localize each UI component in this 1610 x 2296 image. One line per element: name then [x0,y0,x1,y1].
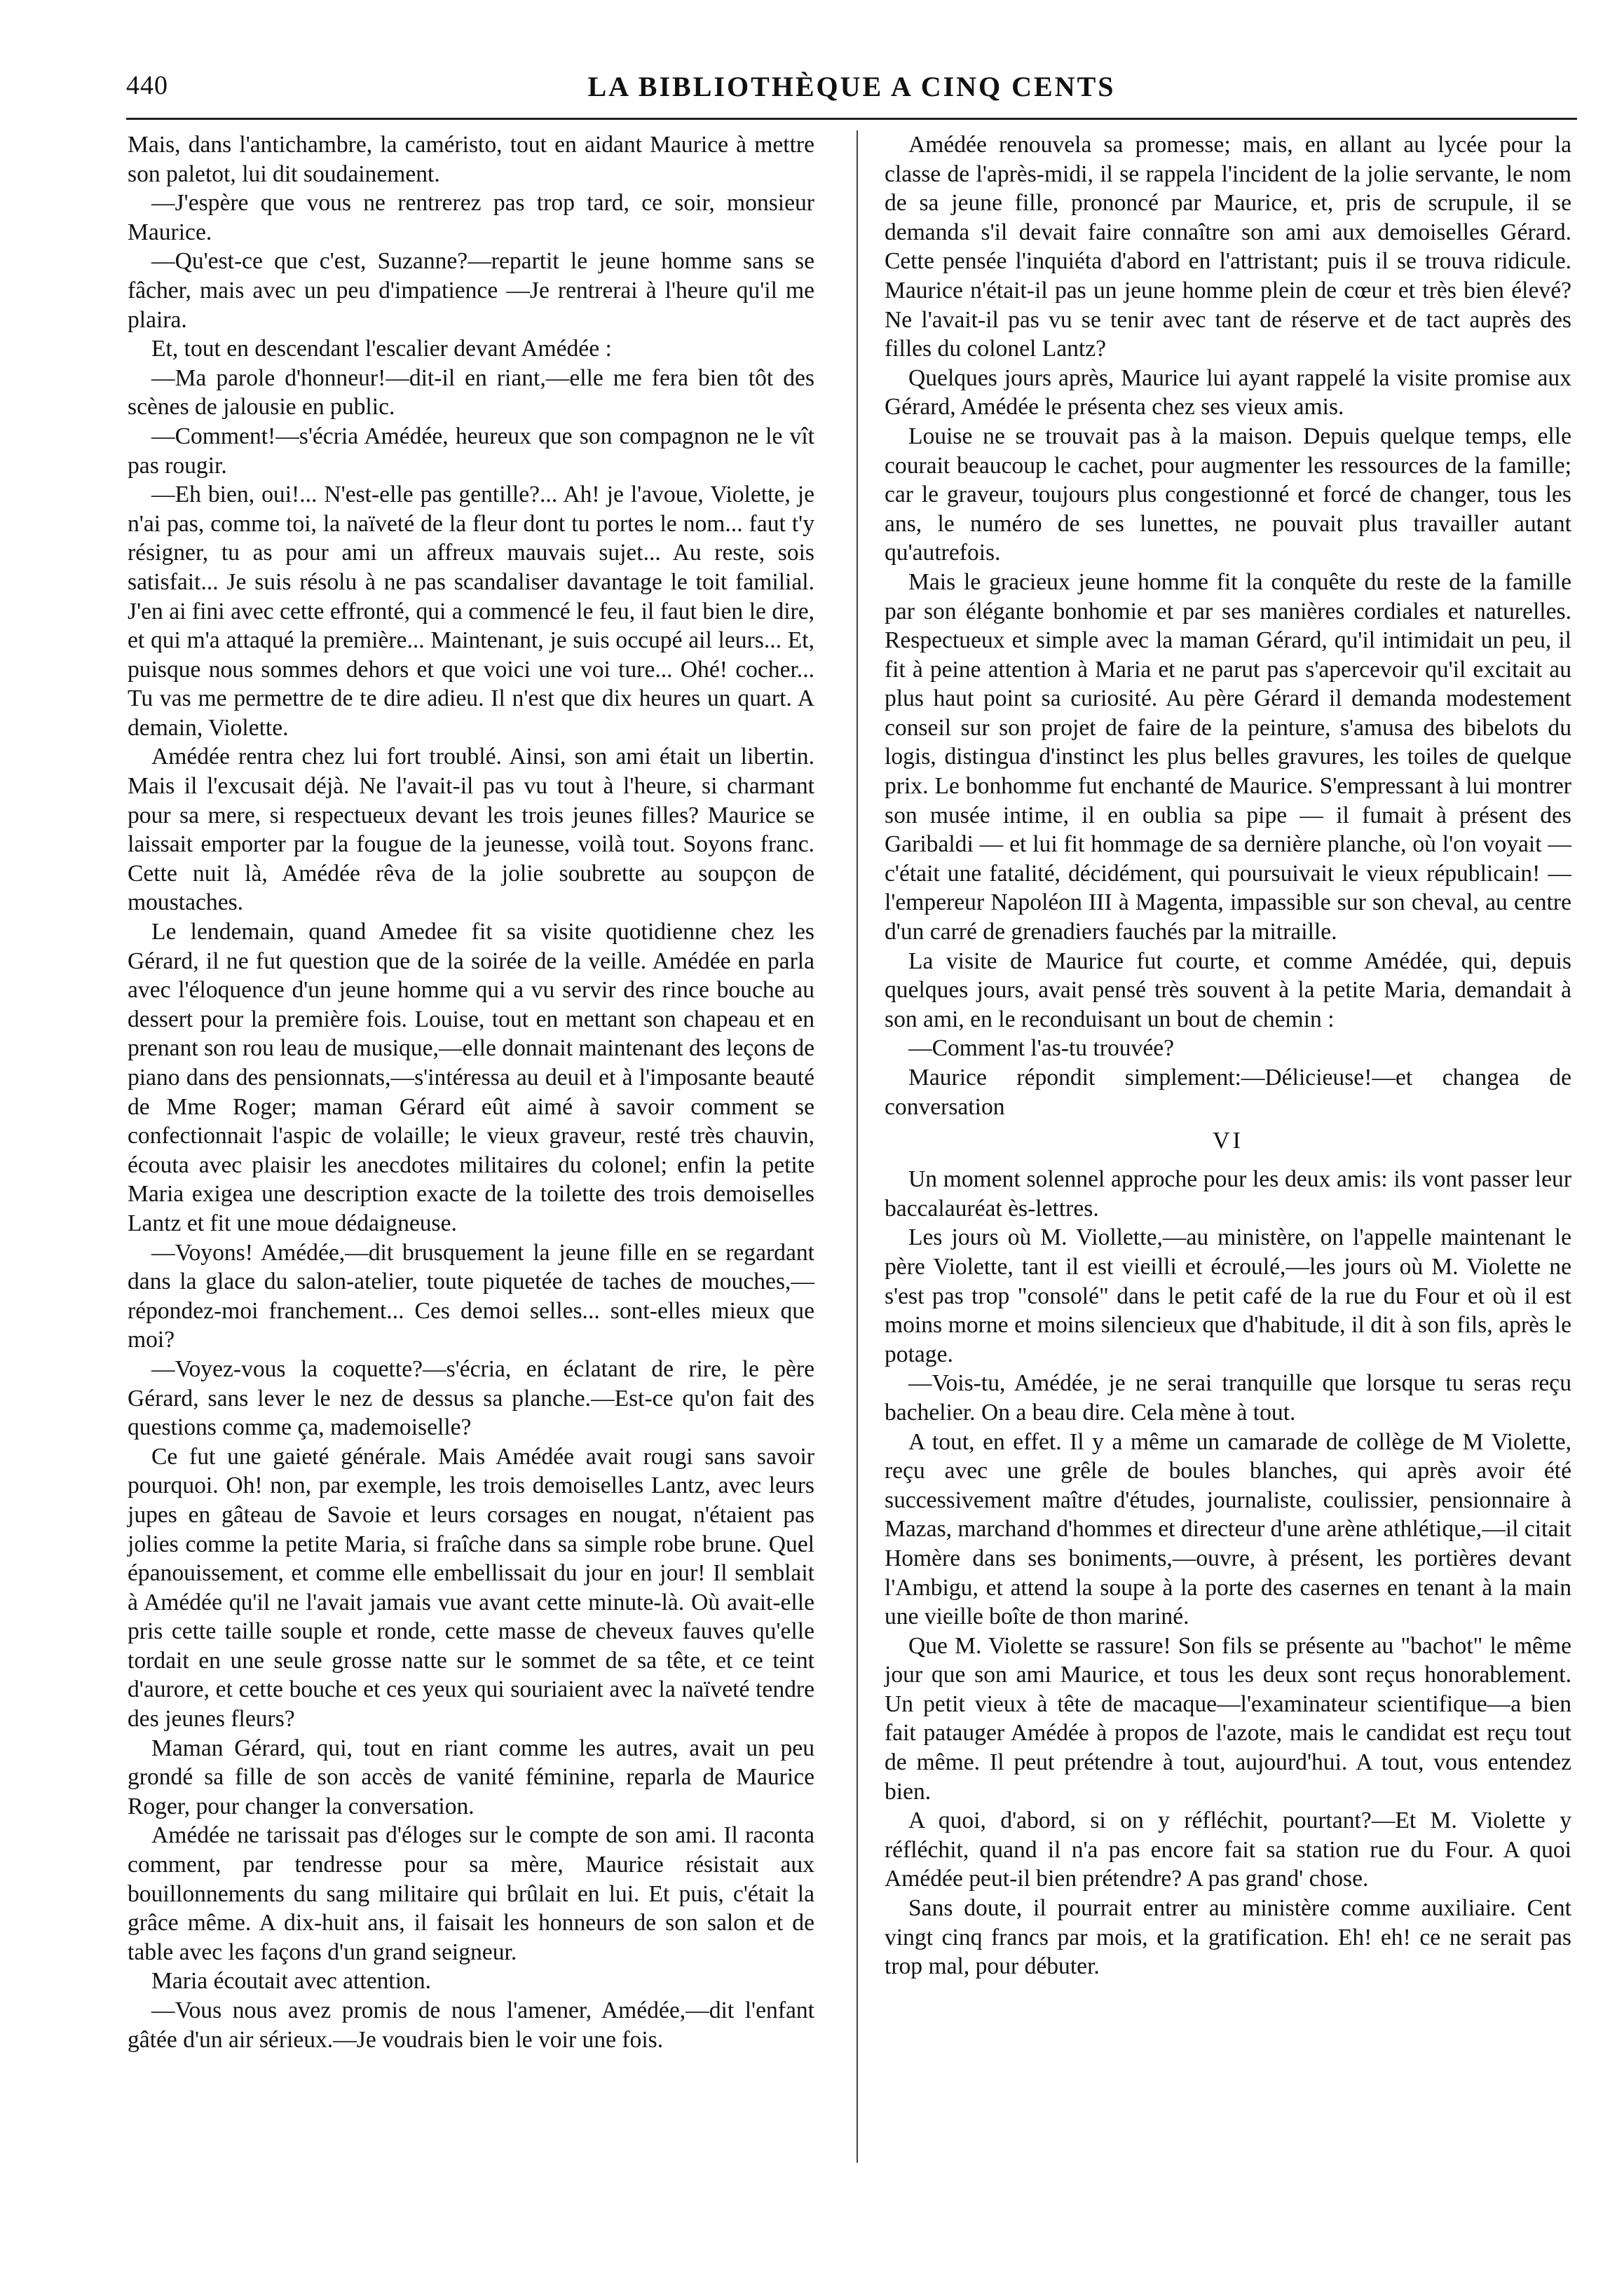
paragraph: Et, tout en descendant l'escalier devant Amédée : [151,336,612,362]
column-divider [857,130,858,2163]
paragraph: A quoi, d'abord, si on y réfléchit, pourtant?—Et M. Violette y réfléchit, quand il n'a pas encore fait sa station rue du Four. A quoi Amédée peut-il bien prétendre? A pas grand' chose. [885,1808,1571,1892]
right-column-after-heading [885,1165,1571,1981]
paragraph: Amédée ne tarissait pas d'éloges sur le compte de son ami. Il raconta comment, par tendresse pour sa mère, Maurice résistait aux bouillonnements du sang militaire qui brûlait en lui. Et puis, c'était la grâce même. A dix-huit ans, il faisait les honneurs de son salon et de table avec les façons d'un grand seigneur. [128,1822,814,1965]
paragraph: Maria écoutait avec attention. [151,1968,432,1995]
right-column-before-heading [885,130,1571,1121]
paragraph: —Voyons! Amédée,—dit brusquement la jeune fille en se regardant dans la glace du salon-atelier, toute piquetée de taches de mouches,—répondez-moi franchement... Ces demoi selles... sont-elles mieux que moi? [128,1239,814,1353]
running-title: LA BIBLIOTHÈQUE A CINQ CENTS [587,71,1116,102]
paragraph: —J'espère que vous ne rentrerez pas trop tard, ce soir, monsieur Maurice. [128,190,814,245]
paragraph: —Vous nous avez promis de nous l'amener, Amédée,—dit l'enfant gâtée d'un air sérieux.—Je voudrais bien le voir une fois. [128,1997,814,2053]
page-header [126,64,1577,108]
left-column [128,130,814,2054]
paragraph: —Voyez-vous la coquette?—s'écria, en éclatant de rire, le père Gérard, sans lever le nez de dessus sa planche.—Est-ce qu'on fait des questions comme ça, mademoiselle? [128,1355,814,1441]
paragraph: La visite de Maurice fut courte, et comme Amédée, qui, depuis quelques jours, avait pensé très souvent à la petite Maria, demandait à son ami, en le reconduisant un bout de chemin : [885,948,1571,1032]
paragraph: Que M. Violette se rassure! Son fils se présente au "bachot" le même jour que son ami Maurice, et tous les deux sont reçus honorablement. Un petit vieux à tête de macaque—l'examinateur scientifique—a bien fait patauger Amédée à propos de l'azote, mais le candidat est reçu tout de même. Il peut prétendre à tout, aujourd'hui. A tout, vous entendez bien. [885,1632,1571,1805]
paragraph: —Comment!—s'écria Amédée, heureux que son compagnon ne le vît pas rougir. [128,423,814,479]
paragraph: Mais le gracieux jeune homme fit la conquête du reste de la famille par son élégante bonhomie et par ses manières cordiales et naturelles. Respectueux et simple avec la maman Gérard, qu'il intimidait un peu, il fit à peine attention à Maria et ne parut pas s'apercevoir qu'il excitait au plus haut point sa curiosité. Au père Gérard il demanda modestement conseil sur son projet de faire de la peinture, s'amusa des bibelots du logis, distingua d'instinct les plus belles gravures, les toiles de quelque prix. Le bonhomme fut enchanté de Maurice. S'empressant à lui montrer son musée intime, il en oublia sa pipe — il fumait à présent des Garibaldi — et lui fit hommage de sa dernière planche, où l'on voyait — c'était une fatalité, décidément, qui poursuivait le vieux républicain! — l'empereur Napoléon III à Magenta, impassible sur son cheval, au centre d'un carré de grenadiers fauchés par la mitraille. [885,568,1571,945]
paragraph: Le lendemain, quand Amedee fit sa visite quotidienne chez les Gérard, il ne fut question que de la soirée de la veille. Amédée en parla avec l'éloquence d'un jeune homme qui a vu servir des rince bouche au dessert pour la première fois. Louise, tout en mettant son chapeau et en prenant son rou leau de musique,—elle donnait maintenant des leçons de piano dans des pensionnats,—s'intéressa au deuil et à l'imposante beauté de Mme Roger; maman Gérard eût aimé à savoir comment se confectionnait l'aspic de volaille; le vieux graveur, resté très chauvin, écouta avec plaisir les anecdotes militaires du colonel; enfin la petite Maria exigea une description exacte de la toilette des trois demoiselles Lantz et fit une moue dédaigneuse. [128,919,815,1236]
paragraph: Mais, dans l'antichambre, la caméristo, tout en aidant Maurice à mettre son paletot, lui dit soudainement. [128,132,814,187]
paragraph: —Ma parole d'honneur!—dit-il en riant,—elle me fera bien tôt des scènes de jalousie en public. [128,364,814,421]
paragraph: —Vois-tu, Amédée, je ne serai tranquille que lorsque tu seras reçu bachelier. On a beau dire. Cela mène à tout. [885,1370,1571,1426]
right-column [885,130,1571,1981]
paragraph: Maman Gérard, qui, tout en riant comme les autres, avait un peu grondé sa fille de son accès de vanité féminine, reparla de Maurice Roger, pour changer la conversation. [128,1735,814,1819]
paragraph: Amédée rentra chez lui fort troublé. Ainsi, son ami était un libertin. Mais il l'excusait déjà. Ne l'avait-il pas vu tout à l'heure, si charmant pour sa mere, si respectueux devant les trois jeunes filles? Maurice se laissait emporter par la fougue de la jeunesse, voilà tout. Soyons franc. Cette nuit là, Amédée rêva de la jolie soubrette au soupçon de moustaches. [128,744,814,916]
paragraph: Sans doute, il pourrait entrer au ministère comme auxiliaire. Cent vingt cinq francs par mois, et la gratification. Eh! eh! ce ne serait pas trop mal, pour débuter. [885,1895,1571,1980]
header-rule [126,118,1577,120]
paragraph: —Comment l'as-tu trouvée? [908,1035,1175,1062]
paragraph: Quelques jours après, Maurice lui ayant rappelé la visite promise aux Gérard, Amédée le présenta chez ses vieux amis. [885,364,1571,421]
paragraph: Amédée renouvela sa promesse; mais, en allant au lycée pour la classe de l'après-midi, il se rappela l'incident de la jolie servante, le nom de sa jeune fille, prononcé par Maurice, et, pris de scrupule, il se demanda s'il devait faire connaître son ami aux demoiselles Gérard. Cette pensée l'inquiéta d'abord en l'attristant; puis il se trouva ridicule. Maurice n'était-il pas un jeune homme plein de cœur et très bien élevé? Ne l'avait-il pas vu se tenir avec tant de réserve et de tact auprès des filles du colonel Lantz? [885,132,1571,362]
chapter-heading: VI [1213,1128,1243,1154]
paragraph: Un moment solennel approche pour les deux amis: ils vont passer leur baccalauréat ès-lettres. [885,1166,1571,1222]
paragraph: Louise ne se trouvait pas à la maison. Depuis quelque temps, elle courait beaucoup le cachet, pour augmenter les ressources de la famille; car le graveur, toujours plus congestionné et forcé de changer, tous les ans, le numéro de ses lunettes, ne pouvait plus travailler autant qu'autrefois. [885,423,1571,566]
paragraph: —Qu'est-ce que c'est, Suzanne?—repartit le jeune homme sans se fâcher, mais avec un peu d'impatience —Je rentrerai à l'heure qu'il me plaira. [128,248,814,333]
paragraph: Ce fut une gaieté générale. Mais Amédée avait rougi sans savoir pourquoi. Oh! non, par exemple, les trois demoiselles Lantz, avec leurs jupes en gâteau de Savoie et leurs corsages en nougat, n'étaient pas jolies comme la petite Maria, si fraîche dans sa simple robe brune. Quel épanouissement, et comme elle embellissait du jour en jour! Il semblait à Amédée qu'il ne l'avait jamais vue avant cette minute-là. Où avait-elle pris cette taille souple et ronde, cette masse de cheveux fauves qu'elle tordait en une seule grosse natte sur le sommet de sa tête, et ce teint d'aurore, et cette bouche et ces yeux qui souriaient avec la naïveté tendre des jeunes fleurs? [128,1443,814,1733]
paragraph: A tout, en effet. Il y a même un camarade de collège de M Violette, reçu avec une grêle de boules blanches, qui après avoir été successivement maître d'études, journaliste, coulissier, pensionnaire à Mazas, marchand d'hommes et directeur d'une arène athlétique,—il citait Homère dans ses boniments,—ouvre, à présent, les portières devant l'Ambigu, et attend la soupe à la porte des casernes en tenant à la main une vieille boîte de thon mariné. [885,1428,1571,1630]
paragraph: Les jours où M. Viollette,—au ministère, on l'appelle maintenant le père Violette, tant il est vieilli et écroulé,—les jours où M. Violette ne s'est pas trop "consolé" dans le petit café de la rue du Four et où il est moins morne et moins silencieux que d'habitude, il dit à son fils, après le potage. [885,1224,1571,1367]
page-number: 440 [126,71,168,100]
paragraph: Maurice répondit simplement:—Délicieuse!—et changea de conversation [885,1065,1571,1120]
paragraph: —Eh bien, oui!... N'est-elle pas gentille?... Ah! je l'avoue, Violette, je n'ai pas, comme toi, la naïveté de la fleur dont tu portes le nom... faut t'y résigner, tu as pour ami un affreux mauvais sujet... Au reste, sois satisfait... Je suis résolu à ne pas scandaliser davantage le toit familial. J'en ai fini avec cette effronté, qui a commencé le feu, il faut bien le dire, et qui m'a attaqué la première... Maintenant, je suis occupé ail leurs... Et, puisque nous sommes dehors et que voici une voi ture... Ohé! cocher... Tu vas me permettre de te dire adieu. Il n'est que dix heures un quart. A demain, Violette. [128,481,814,741]
